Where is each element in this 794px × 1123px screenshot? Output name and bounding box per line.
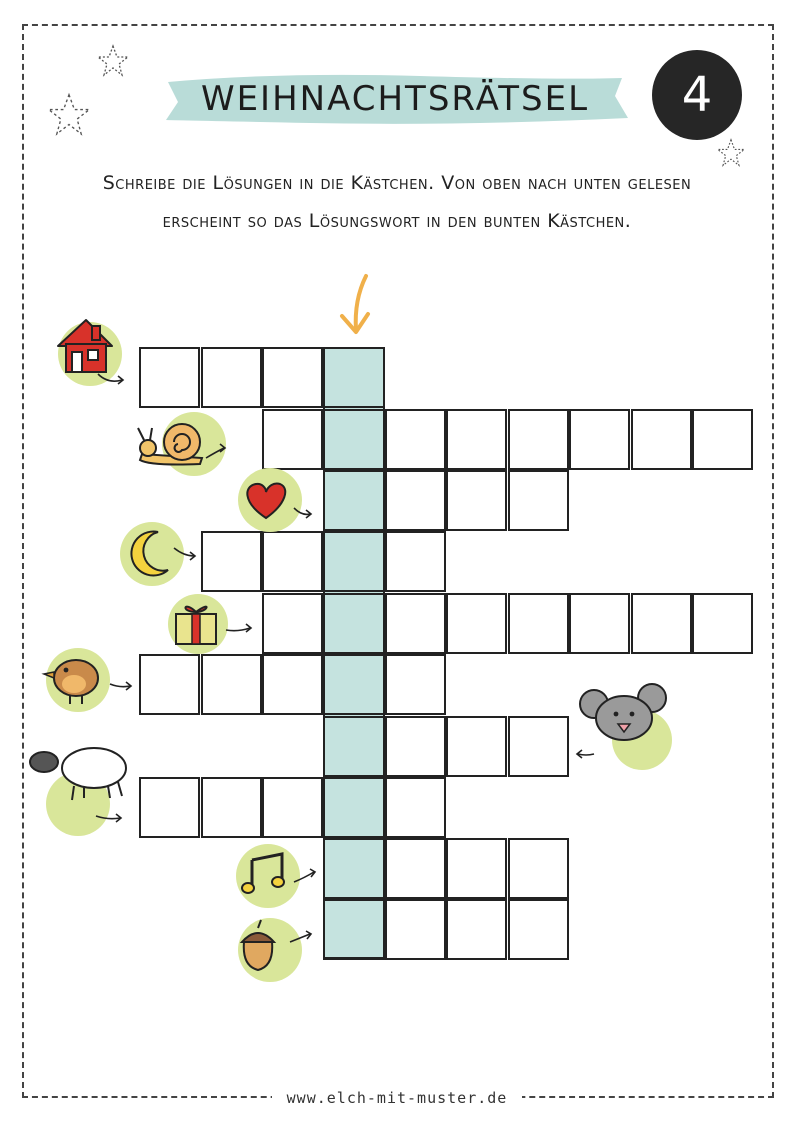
answer-cell[interactable] xyxy=(262,347,323,408)
number-badge: 4 xyxy=(652,50,742,140)
answer-cell[interactable] xyxy=(385,593,446,654)
bird-icon xyxy=(30,644,138,714)
answer-cell[interactable] xyxy=(201,531,262,592)
music-note-icon xyxy=(236,842,324,910)
answer-cell[interactable] xyxy=(569,593,630,654)
instruction-line-1: Schreibe die Lösungen in die Kästchen. Von oben nach unten gelesen xyxy=(102,172,692,194)
solution-cell[interactable] xyxy=(323,899,385,960)
answer-cell[interactable] xyxy=(446,716,507,777)
answer-cell[interactable] xyxy=(692,409,753,470)
solution-cell[interactable] xyxy=(323,470,385,531)
solution-cell[interactable] xyxy=(323,347,385,408)
answer-cell[interactable] xyxy=(631,409,692,470)
answer-cell[interactable] xyxy=(385,777,446,838)
solution-cell[interactable] xyxy=(323,716,385,777)
answer-cell[interactable] xyxy=(385,716,446,777)
sheep-icon xyxy=(24,736,136,840)
clue-mouse xyxy=(572,680,676,772)
answer-cell[interactable] xyxy=(446,899,507,960)
solution-cell[interactable] xyxy=(323,409,385,470)
answer-cell[interactable] xyxy=(508,470,569,531)
footer-website: www.elch-mit-muster.de xyxy=(272,1084,522,1112)
gift-icon xyxy=(168,592,258,658)
arrow-down-icon xyxy=(332,270,382,342)
answer-cell[interactable] xyxy=(508,716,569,777)
answer-cell[interactable] xyxy=(631,593,692,654)
answer-cell[interactable] xyxy=(385,899,446,960)
answer-cell[interactable] xyxy=(508,593,569,654)
moon-icon xyxy=(118,518,202,588)
answer-cell[interactable] xyxy=(139,654,200,715)
answer-cell[interactable] xyxy=(385,654,446,715)
star-icon xyxy=(716,138,746,168)
answer-cell[interactable] xyxy=(446,409,507,470)
clue-moon xyxy=(118,518,202,588)
answer-cell[interactable] xyxy=(508,899,569,960)
answer-cell[interactable] xyxy=(385,838,446,899)
mouse-icon xyxy=(572,680,676,772)
answer-cell[interactable] xyxy=(446,838,507,899)
answer-cell[interactable] xyxy=(446,470,507,531)
page-title: WEIHNACHTSRÄTSEL xyxy=(200,79,590,119)
answer-cell[interactable] xyxy=(139,777,200,838)
solution-cell[interactable] xyxy=(323,654,385,715)
heart-icon xyxy=(236,466,320,534)
answer-cell[interactable] xyxy=(385,470,446,531)
answer-cell[interactable] xyxy=(385,409,446,470)
clue-sheep xyxy=(24,736,136,840)
answer-cell[interactable] xyxy=(262,654,323,715)
instruction-line-2: erscheint so das Lösungswort in den bunten Kästchen. xyxy=(162,210,632,232)
answer-cell[interactable] xyxy=(201,654,262,715)
solution-cell[interactable] xyxy=(323,593,385,654)
house-icon xyxy=(52,310,132,390)
answer-cell[interactable] xyxy=(262,409,323,470)
answer-cell[interactable] xyxy=(262,531,323,592)
acorn-icon xyxy=(228,912,324,984)
answer-cell[interactable] xyxy=(262,593,323,654)
star-icon xyxy=(96,44,130,78)
clue-gift xyxy=(168,592,258,658)
answer-cell[interactable] xyxy=(262,777,323,838)
clue-house xyxy=(52,310,132,390)
answer-cell[interactable] xyxy=(201,347,262,408)
answer-cell[interactable] xyxy=(385,531,446,592)
answer-cell[interactable] xyxy=(508,838,569,899)
answer-cell[interactable] xyxy=(692,593,753,654)
answer-cell[interactable] xyxy=(508,409,569,470)
clue-acorn xyxy=(228,912,324,984)
solution-cell[interactable] xyxy=(323,531,385,592)
answer-cell[interactable] xyxy=(201,777,262,838)
solution-cell[interactable] xyxy=(323,838,385,899)
clue-music-note xyxy=(236,842,324,910)
solution-cell[interactable] xyxy=(323,777,385,838)
clue-heart xyxy=(236,466,320,534)
star-icon xyxy=(44,92,94,138)
clue-snail xyxy=(130,408,240,480)
clue-bird xyxy=(30,644,138,714)
answer-cell[interactable] xyxy=(446,593,507,654)
snail-icon xyxy=(130,408,240,480)
answer-cell[interactable] xyxy=(139,347,200,408)
answer-cell[interactable] xyxy=(569,409,630,470)
